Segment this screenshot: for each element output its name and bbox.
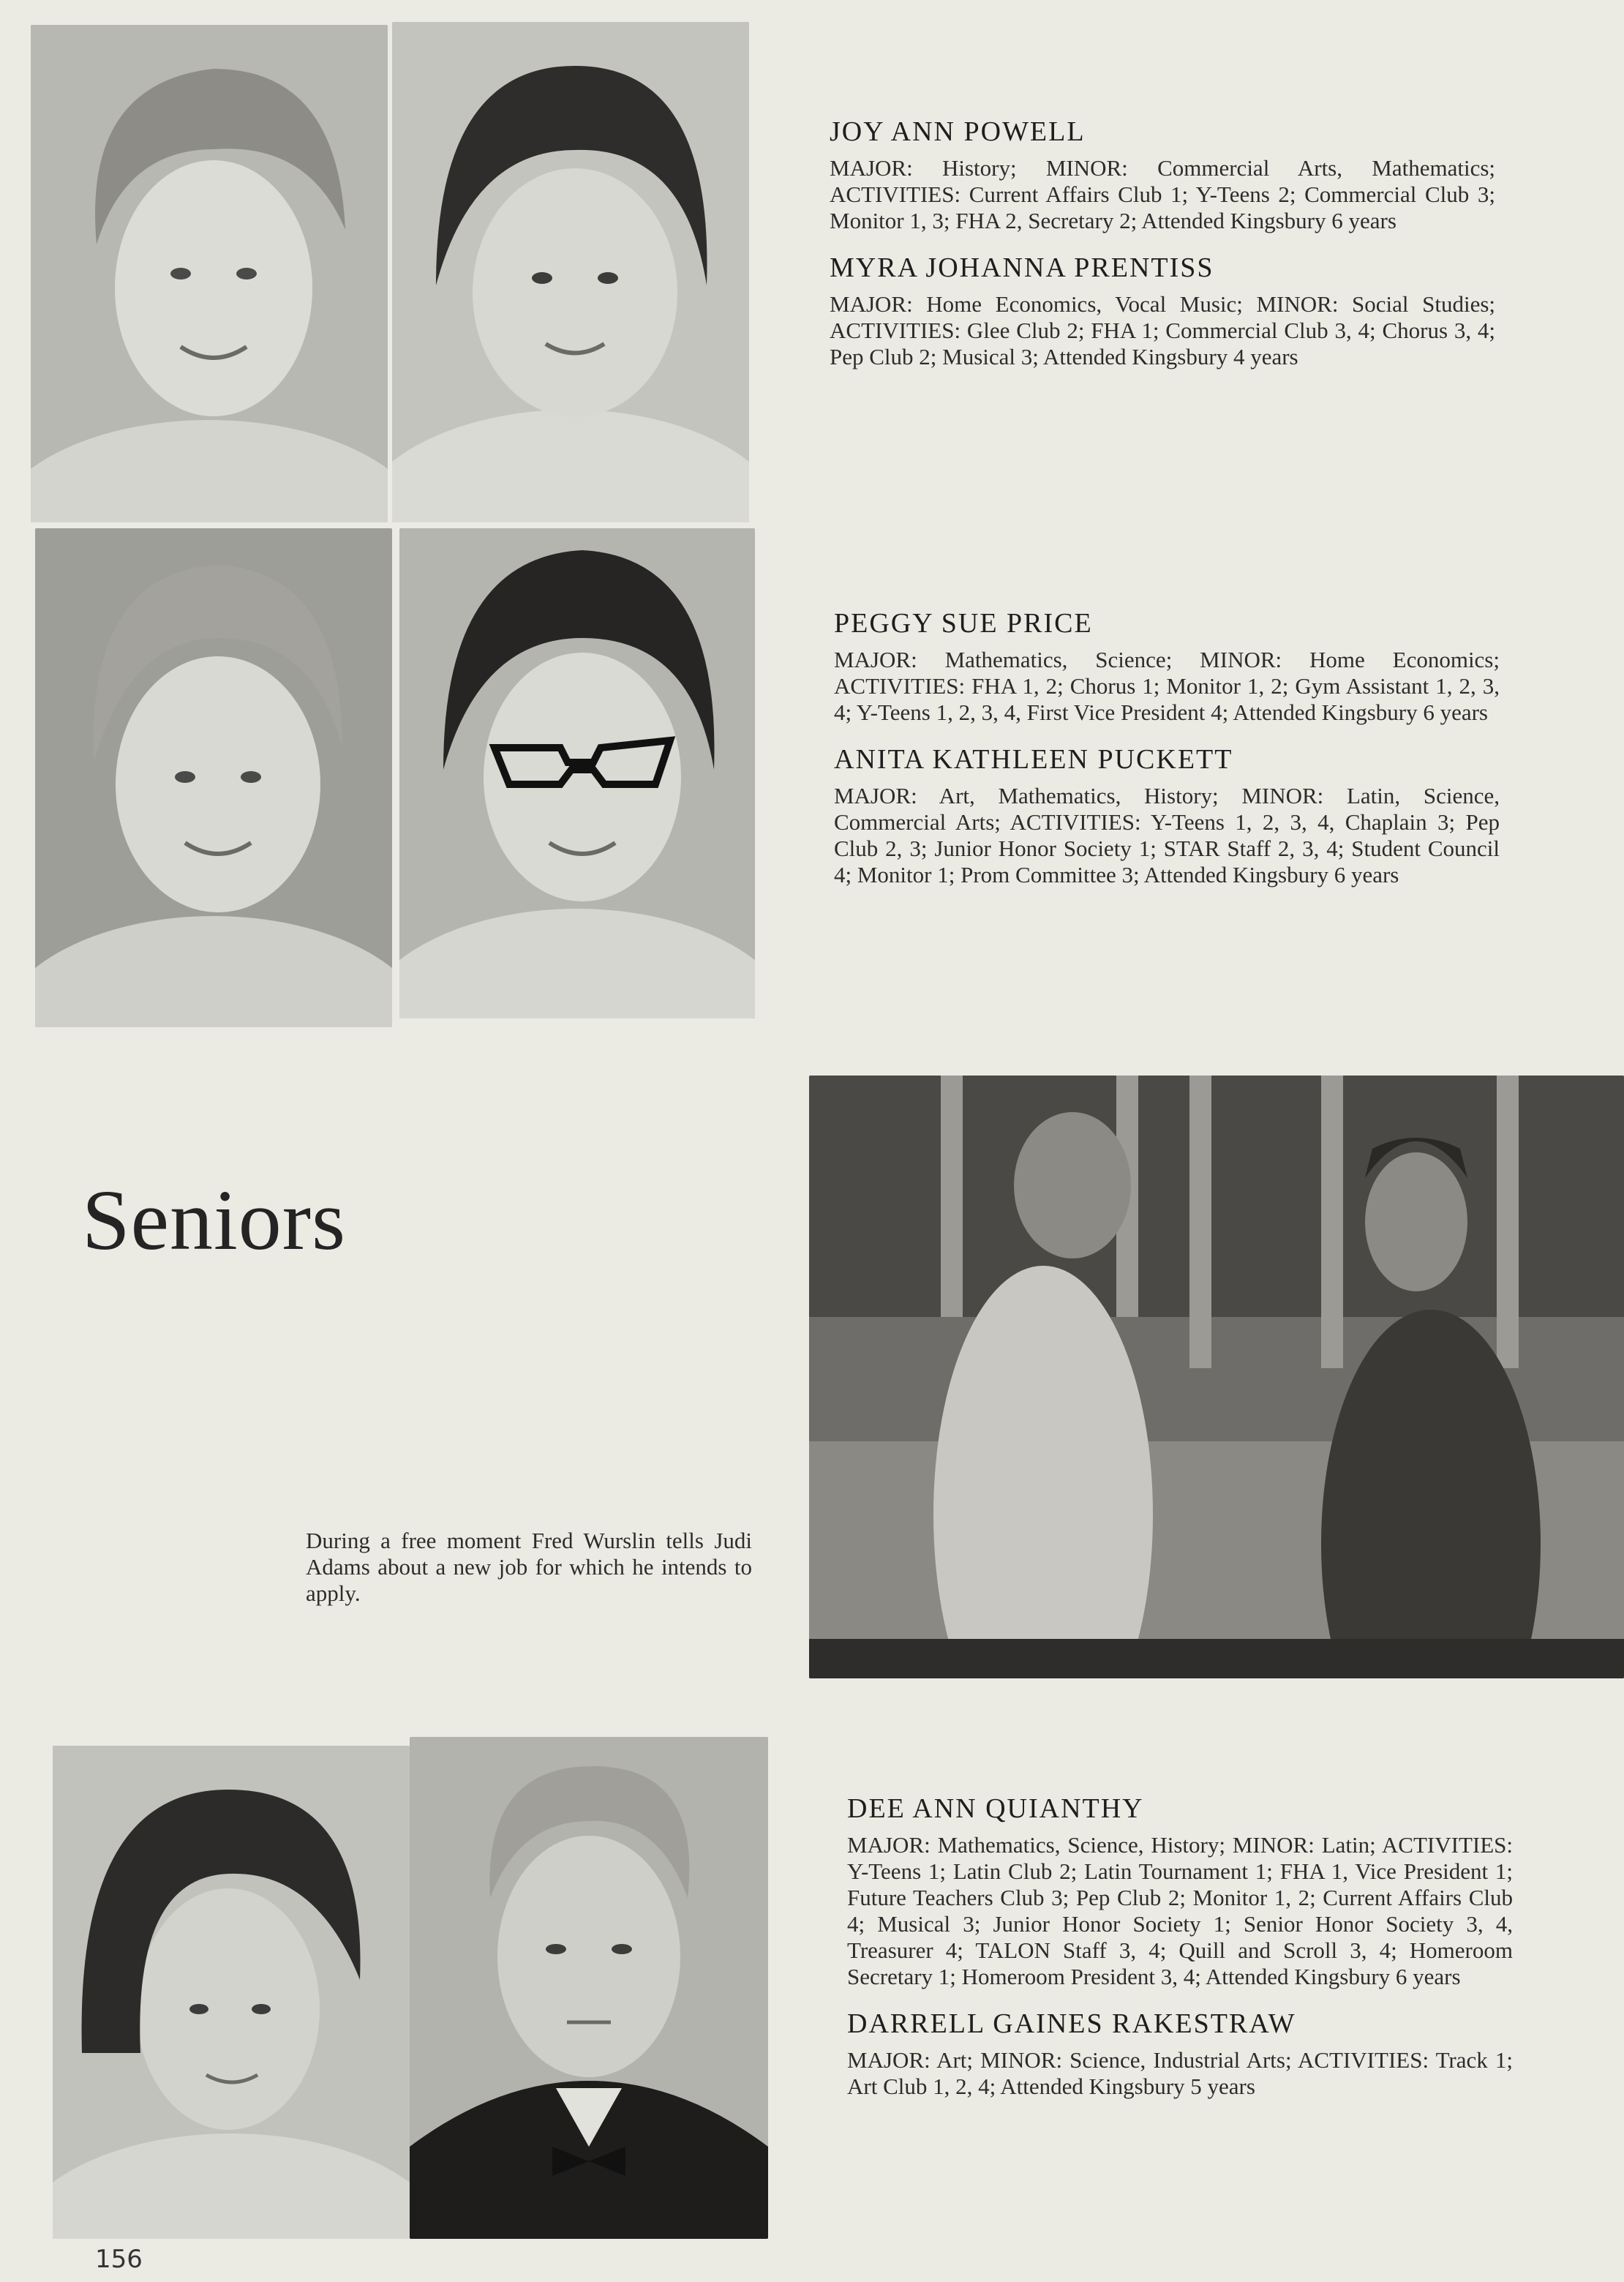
student-name: JOY ANN POWELL xyxy=(830,116,1086,147)
section-title: Seniors xyxy=(82,1172,346,1268)
student-bio: MAJOR: History; MINOR: Commercial Arts, Mathematics; ACTIVITIES: Current Affairs Club 1; Y-Teens 2; Commercial Club 3; Monitor 1, 3; FHA 2, Secretary 2; Attended Kingsbury 6 years xyxy=(830,154,1495,233)
student-entry xyxy=(847,2009,1513,2100)
student-name: DARRELL GAINES RAKESTRAW xyxy=(847,2008,1296,2039)
student-bio: MAJOR: Home Economics, Vocal Music; MINOR: Social Studies; ACTIVITIES: Glee Club 2; FHA 1; Commercial Club 3, 4; Chorus 3, 4; Pep Club 2; Musical 3; Attended Kingsbury 4 years xyxy=(830,290,1495,369)
student-bio: MAJOR: Art, Mathematics, History; MINOR: Latin, Science, Commercial Arts; ACTIVITIES: Y-Teens 1, 2, 3, 4, Chaplain 3; Pep Club 2, 3; Junior Honor Society 1; STAR Staff 2, 3, 4; Student Council 4; Monitor 1; Prom Committee 3; Attended Kingsbury 6 years xyxy=(834,782,1500,887)
portrait-dee-ann-quianthy xyxy=(53,1746,410,2239)
student-name: ANITA KATHLEEN PUCKETT xyxy=(834,743,1233,775)
photo-caption: During a free moment Fred Wurslin tells Judi Adams about a new job for which he intends to apply. xyxy=(306,1528,752,1606)
student-entry xyxy=(830,253,1495,370)
portrait-darrell-gaines-rakestraw xyxy=(410,1737,768,2239)
page-number: 156 xyxy=(95,2245,143,2274)
bio-group-2 xyxy=(834,609,1500,888)
student-entry xyxy=(847,1794,1513,1990)
portrait-joy-ann-powell xyxy=(31,25,388,522)
bio-group-3 xyxy=(847,1794,1513,2100)
student-name: PEGGY SUE PRICE xyxy=(834,608,1093,639)
student-name: MYRA JOHANNA PRENTISS xyxy=(830,252,1214,283)
student-bio: MAJOR: Mathematics, Science; MINOR: Home Economics; ACTIVITIES: FHA 1, 2; Chorus 1; Monitor 1, 2; Gym Assistant 1, 2, 3, 4; Y-Teens 1, 2, 3, 4, First Vice President 4; Attended Kingsbury 6 years xyxy=(834,646,1500,725)
portrait-peggy-sue-price xyxy=(35,528,392,1027)
student-name: DEE ANN QUIANTHY xyxy=(847,1793,1144,1824)
student-entry xyxy=(834,745,1500,888)
bio-group-1 xyxy=(830,117,1495,370)
portrait-anita-kathleen-puckett xyxy=(399,528,755,1018)
student-bio: MAJOR: Art; MINOR: Science, Industrial Arts; ACTIVITIES: Track 1; Art Club 1, 2, 4; Attended Kingsbury 5 years xyxy=(847,2046,1513,2099)
candid-photo-fred-wurslin-judi-adams xyxy=(809,1076,1624,1678)
student-entry xyxy=(834,609,1500,726)
portrait-myra-johanna-prentiss xyxy=(392,22,749,522)
student-entry xyxy=(830,117,1495,234)
student-bio: MAJOR: Mathematics, Science, History; MINOR: Latin; ACTIVITIES: Y-Teens 1; Latin Club 2; Latin Tournament 1; FHA 1, Vice President 1; Future Teachers Club 3; Pep Club 2; Monitor 1, 2; Current Affairs Club 4; Musical 3; Junior Honor Society 1; Senior Honor Society 3, 4, Treasurer 4; TALON Staff 3, 4; Quill and Scroll 3, 4; Homeroom Secretary 1; Homeroom President 3, 4; Attended Kingsbury 6 years xyxy=(847,1831,1513,1989)
